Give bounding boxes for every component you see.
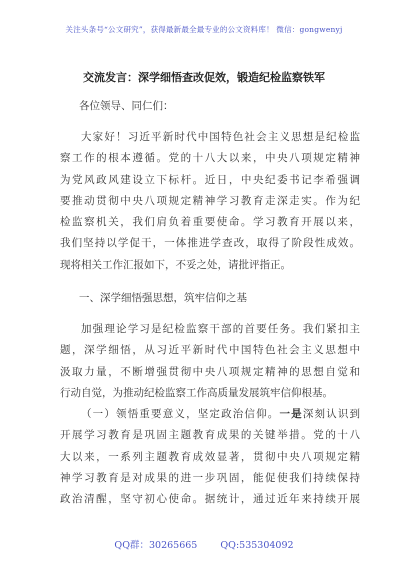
footer-contact xyxy=(0,537,408,551)
paragraph-line: 加强理论学习是纪检监察干部的首要任务。我们紧扣主 xyxy=(81,323,360,335)
section-heading: 一、深学细悟强思想，筑牢信仰之基 xyxy=(79,292,247,304)
paragraph-line: 题，深学细悟，从习近平新时代中国特色社会主义思想中 xyxy=(60,344,360,357)
paragraph-line: 检监察机关，我们肩负着重要使命。学习教育开展以来， xyxy=(60,216,360,229)
paragraph-line: 大以来，一系列主题教育成效显著，贯彻中央八项规定精 xyxy=(60,450,360,463)
paragraph-line: 为党风政风建设立下标杆。近日，中央纪委书记李希强调 xyxy=(60,173,360,186)
paragraph-line: 开展学习教育是巩固主题教育成果的关键举措。党的十八 xyxy=(60,429,360,442)
paragraph-line xyxy=(60,404,360,425)
paragraph-line: 行动自觉，为推动纪检监察工作高质量发展筑牢信仰根基。 xyxy=(60,386,333,399)
qq-number: QQ:535304092 xyxy=(220,540,294,551)
qq-group-number: QQ群：30265665 xyxy=(114,540,198,551)
paragraph-line: 大家好！习近平新时代中国特色社会主义思想是纪检监 xyxy=(81,131,360,143)
paragraph-theory xyxy=(60,319,360,404)
paragraph-significance xyxy=(60,404,360,510)
paragraph-line: 政治清醒，坚守初心使命。据统计，通过近年来持续开展 xyxy=(60,493,360,506)
paragraph-line: 神学习教育是对成果的进一步巩固，能促使我们持续保持 xyxy=(60,471,360,484)
paragraph-line: 现将相关工作汇报如下，不妥之处，请批评指正。 xyxy=(60,258,291,271)
paragraph-line: 汲取力量，不断增强贯彻中央八项规定精神的思想自觉和 xyxy=(60,365,360,378)
paragraph-line: 察工作的根本遵循。党的十八大以来，中央八项规定精神 xyxy=(60,152,360,165)
emphasis-text: 一是 xyxy=(279,408,303,420)
paragraph-intro xyxy=(60,127,360,276)
document-title: 交流发言：深学细悟查改促效，锻造纪检监察铁军 xyxy=(83,71,325,84)
header-note: 关注头条号“公文研究”，获得最新最全最专业的公文资料库！ 微信：gongwenyj xyxy=(65,25,343,34)
paragraph-line: 要推动贯彻中央八项规定精神学习教育走深走实。作为纪 xyxy=(60,194,360,207)
paragraph-text: 深刻认识到 xyxy=(302,408,360,420)
subheading-text: （一）领悟重要意义，坚定政治信仰。 xyxy=(81,408,280,420)
salutation: 各位领导、同仁们： xyxy=(79,100,174,112)
paragraph-line: 我们坚持以学促干，一体推进学查改，取得了阶段性成效。 xyxy=(60,237,360,250)
